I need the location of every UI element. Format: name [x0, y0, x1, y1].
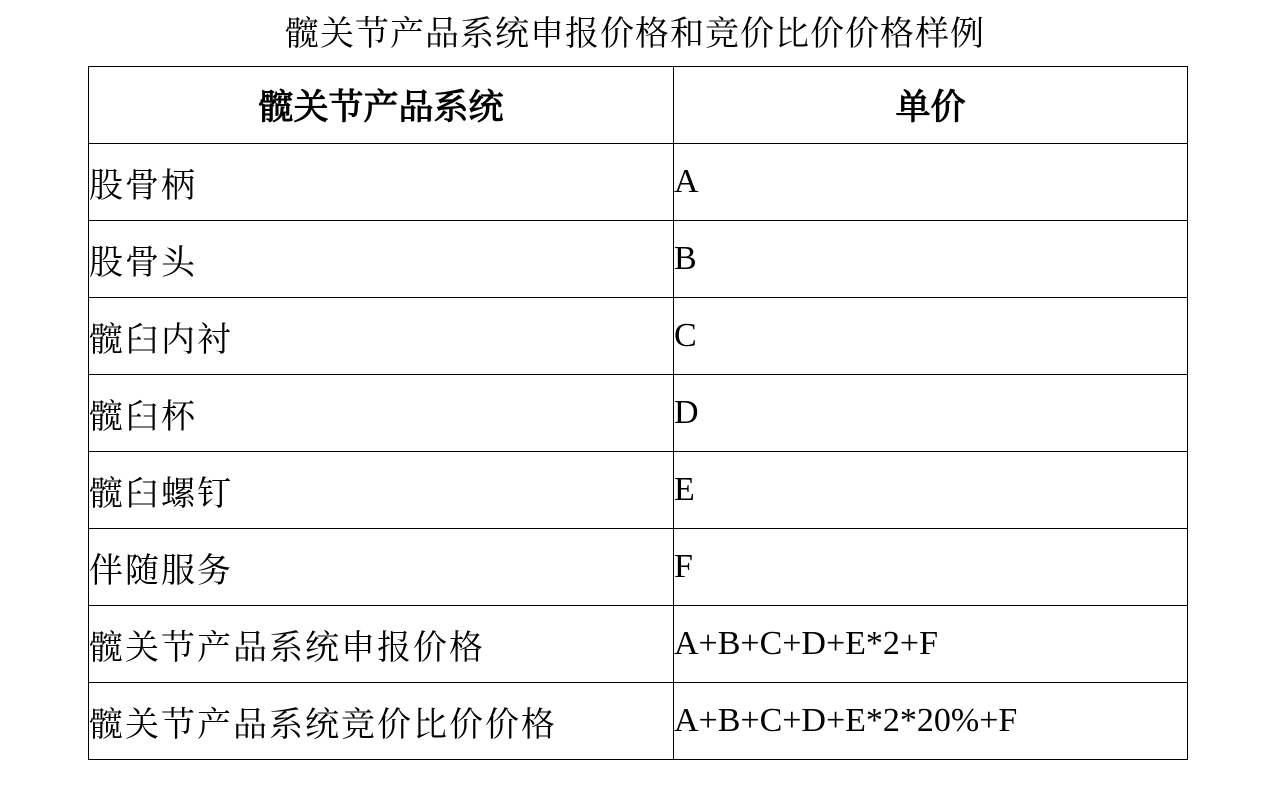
unit-price-cell: A+B+C+D+E*2*20%+F: [674, 683, 1188, 760]
table-row: [89, 529, 1188, 606]
table-row: [89, 144, 1188, 221]
table-row: [89, 298, 1188, 375]
table-row: [89, 221, 1188, 298]
unit-price-cell: B: [674, 221, 1188, 298]
table-row: [89, 606, 1188, 683]
price-table: [88, 66, 1188, 760]
product-name-cell: 髋关节产品系统竞价比价价格: [89, 683, 674, 760]
product-name-cell: 髋关节产品系统申报价格: [89, 606, 674, 683]
unit-price-cell: E: [674, 452, 1188, 529]
table-header-row: [89, 67, 1188, 144]
column-header-unit-price: 单价: [674, 67, 1188, 144]
product-name-cell: 伴随服务: [89, 529, 674, 606]
product-name-cell: 股骨头: [89, 221, 674, 298]
column-header-product-system: 髋关节产品系统: [89, 67, 674, 144]
page-title: 髋关节产品系统申报价格和竞价比价价格样例: [285, 14, 985, 54]
table-row: [89, 375, 1188, 452]
unit-price-cell: F: [674, 529, 1188, 606]
table-row: [89, 452, 1188, 529]
unit-price-cell: A+B+C+D+E*2+F: [674, 606, 1188, 683]
table-row: [89, 683, 1188, 760]
product-name-cell: 股骨柄: [89, 144, 674, 221]
unit-price-cell: C: [674, 298, 1188, 375]
unit-price-cell: A: [674, 144, 1188, 221]
product-name-cell: 髋臼杯: [89, 375, 674, 452]
product-name-cell: 髋臼内衬: [89, 298, 674, 375]
product-name-cell: 髋臼螺钉: [89, 452, 674, 529]
unit-price-cell: D: [674, 375, 1188, 452]
